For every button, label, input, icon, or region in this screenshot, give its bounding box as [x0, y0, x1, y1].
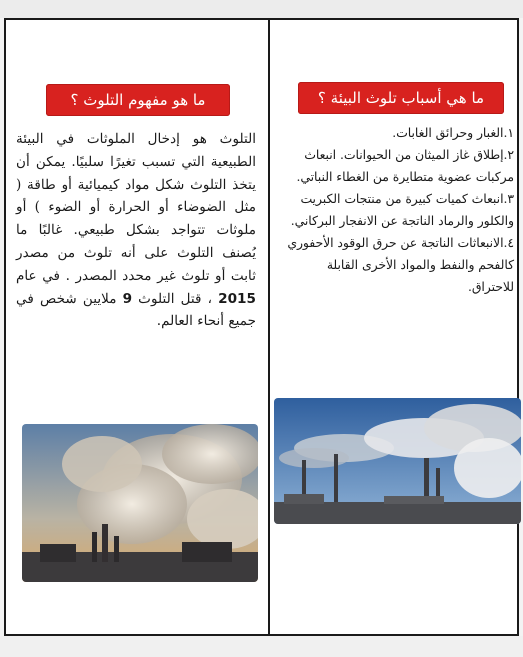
bottom-bar: [0, 636, 523, 657]
definition-part-1: التلوث هو إدخال الملوثات في البيئة الطبيعية التي تسبب تغيرًا سلبيًا. يمكن أن يتخذ التلوث شكل مواد كيميائية أو طاقة ( مثل الضوضاء أو الحرارة أو الضوء ) أو ملوثات تتواجد بشكل طبيعي. غالبًا ما يُصنف التلوث على أنه تلوث من مصدر ثابت أو تلوث غير محدد المصدر . في عام: [16, 131, 256, 284]
cause-item-1: ١.الغبار وحرائق الغابات.: [392, 126, 514, 140]
top-bar: [0, 0, 523, 18]
left-heading: ما هو مفهوم التلوث ؟: [70, 91, 206, 109]
power-plant-chimneys-photo: [274, 398, 521, 524]
year-value: 2015: [218, 290, 256, 307]
cause-item-2: ٢.إطلاق غاز الميثان من الحيوانات. انبعاث مركبات عضوية متطايرة من الغطاء النباتي.: [296, 148, 514, 184]
cause-item-4: ٤.الانبعاثات الناتجة عن حرق الوقود الأحفوري كالفحم والنفط والمواد الأخرى القابلة للاحتراق.: [287, 236, 514, 294]
pollution-causes-list: [278, 122, 514, 298]
industrial-smokestacks-photo: [22, 424, 258, 582]
definition-part-3: ملايين شخص في جميع أنحاء العالم.: [16, 290, 256, 330]
right-heading-banner: [298, 82, 504, 114]
definition-part-2: ، قتل التلوث: [132, 290, 219, 307]
left-heading-banner: [46, 84, 230, 116]
cause-item-3: ٣.انبعاث كميات كبيرة من منتجات الكبريت والكلور والرماد الناتجة عن الانفجار البركاني.: [290, 192, 514, 228]
right-heading: ما هي أسباب تلوث البيئة ؟: [317, 89, 485, 107]
deaths-value: 9: [122, 290, 133, 307]
pollution-definition-text: [16, 128, 256, 333]
column-divider: [268, 18, 270, 636]
